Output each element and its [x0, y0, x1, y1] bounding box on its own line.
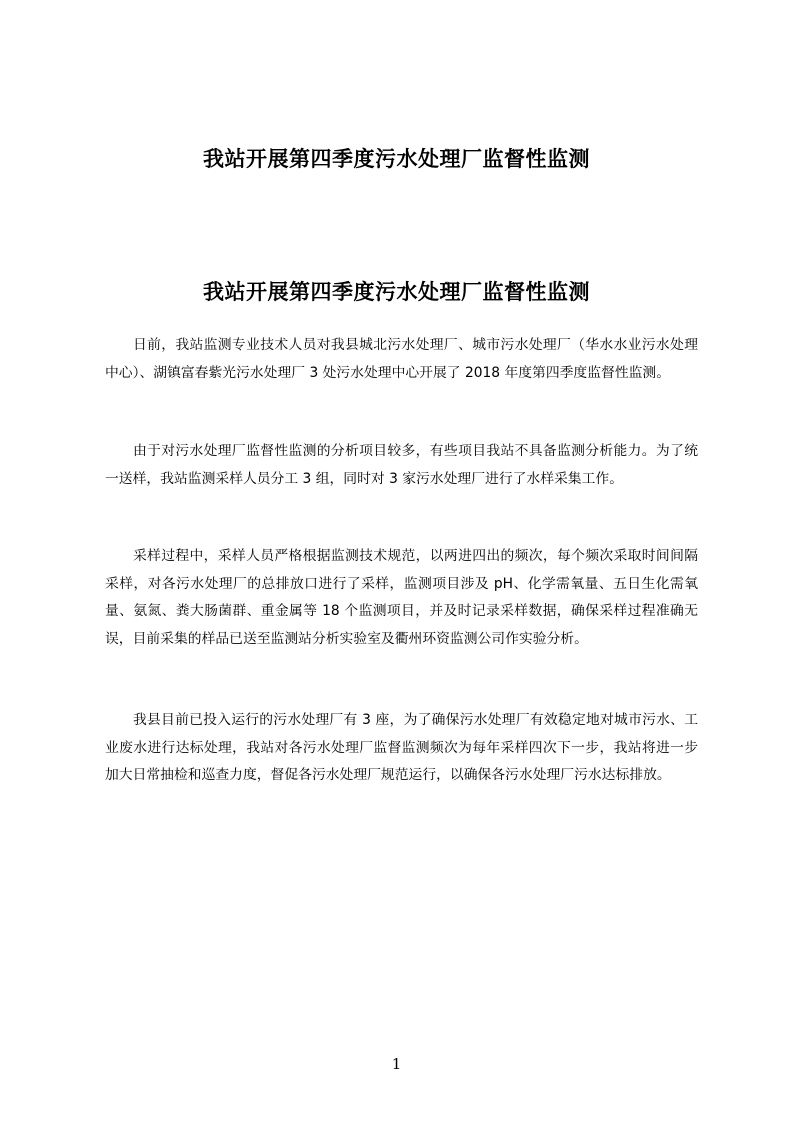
body-paragraph-3: 采样过程中，采样人员严格根据监测技术规范，以两进四出的频次，每个频次采取时间间隔采样，对各污水处理厂的总排放口进行了采样，监测项目涉及 pH、化学需氧量、五日生化需氧量、氨氮、粪大肠菌群、重金属等 18 个监测项目，并及时记录采样数据，确保采样过程准确无误，目前采集的样品已送至监测站分析实验室及衢州环资监测公司作实验分析。	[105, 548, 698, 647]
body-paragraph-4: 我县目前已投入运行的污水处理厂有 3 座，为了确保污水处理厂有效稳定地对城市污水、工业废水进行达标处理，我站对各污水处理厂监督监测频次为每年采样四次下一步，我站将进一步加大日常抽检和巡查力度，督促各污水处理厂规范运行，以确保各污水处理厂污水达标排放。	[105, 712, 698, 783]
page-number: 1	[391, 1055, 402, 1073]
body-paragraph-1: 日前，我站监测专业技术人员对我县城北污水处理厂、城市污水处理厂（华水水业污水处理中心）、湖镇富春紫光污水处理厂 3 处污水处理中心开展了 2018 年度第四季度监督性监测。	[105, 337, 698, 381]
page-title: 我站开展第四季度污水处理厂监督性监测	[203, 280, 590, 304]
body-paragraph-2: 由于对污水处理厂监督性监测的分析项目较多，有些项目我站不具备监测分析能力。为了统一送样，我站监测采样人员分工 3 组，同时对 3 家污水处理厂进行了水样采集工作。	[105, 443, 698, 487]
header-title: 我站开展第四季度污水处理厂监督性监测	[203, 147, 590, 171]
